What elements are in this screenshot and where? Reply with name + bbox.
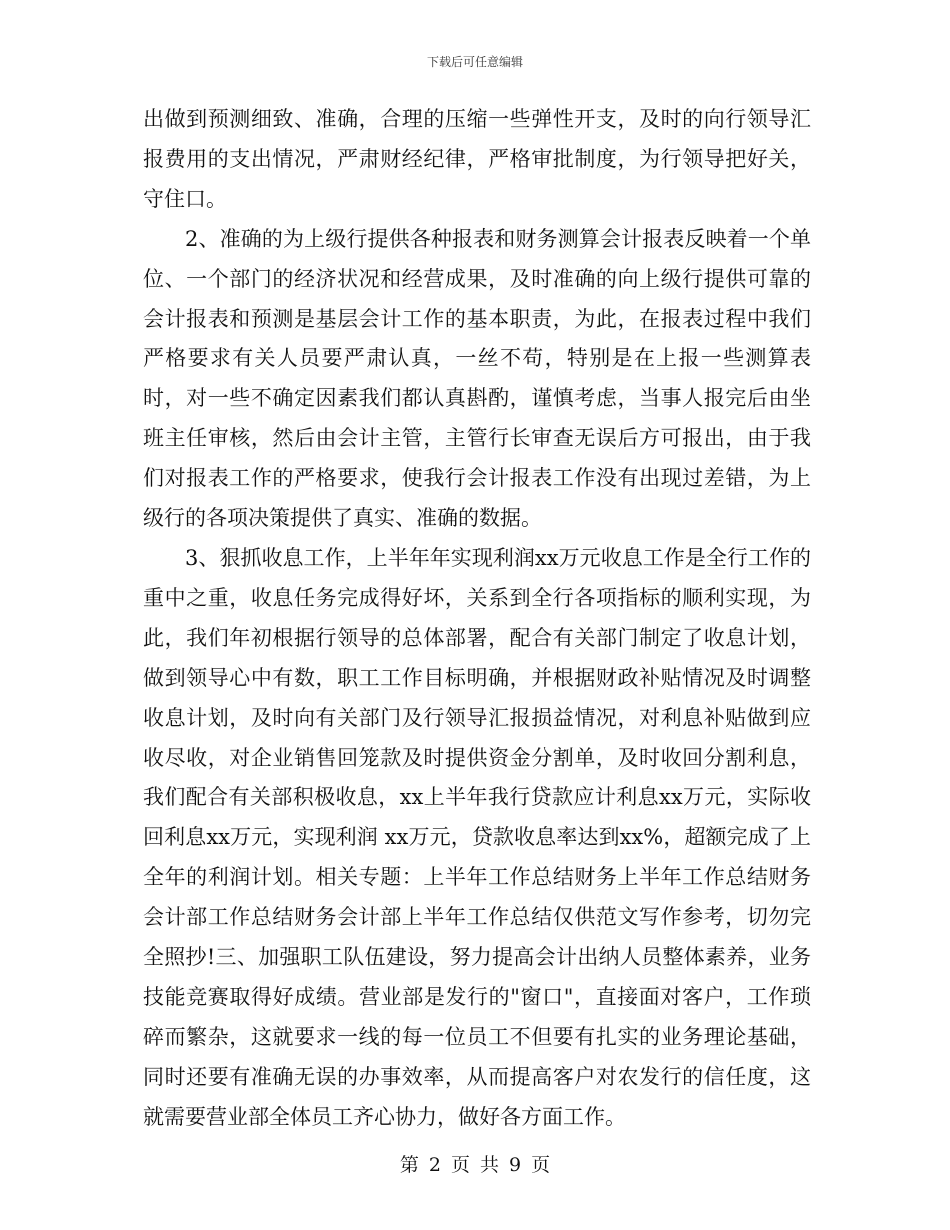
page-header: 下载后可任意编辑 (426, 55, 523, 69)
paragraph: 2、准确的为上级行提供各种报表和财务测算会计报表反映着一个单位、一个部门的经济状况和经营成果，及时准确的向上级行提供可靠的会计报表和预测是基层会计工作的基本职责，为此，在报表过程中我们严格要求有关人员要严肃认真，一丝不苟，特别是在上报一些测算表时，对一些不确定因素我们都认真斟酌，谨慎考虑，当事人报完后由坐班主任审核，然后由会计主管，主管行长审查无误后方可报出，由于我们对报表工作的严格要求，使我行会计报表工作没有出现过差错，为上级行的各项决策提供了真实、准确的数据。 (143, 226, 811, 531)
document-body (143, 100, 811, 1138)
page-number-footer: 第 2 页 共 9 页 (399, 1154, 551, 1176)
paragraph: 3、狠抓收息工作，上半年年实现利润xx万元收息工作是全行工作的重中之重，收息任务完成得好坏，关系到全行各项指标的顺利实现，为此，我们年初根据行领导的总体部署，配合有关部门制定了收息计划，做到领导心中有数，职工工作目标明确，并根据财政补贴情况及时调整收息计划，及时向有关部门及行领导汇报损益情况，对利息补贴做到应收尽收，对企业销售回笼款及时提供资金分割单，及时收回分割利息，我们配合有关部积极收息，xx上半年我行贷款应计利息xx万元，实际收回利息xx万元，实现利润 xx万元，贷款收息率达到xx%，超额完成了上全年的利润计划。相关专题：上半年工作总结财务上半年工作总结财务会计部工作总结财务会计部上半年工作总结仅供范文写作参考，切勿完全照抄!三、加强职工队伍建设，努力提高会计出纳人员整体素养，业务技能竞赛取得好成绩。营业部是发行的"窗口"，直接面对客户，工作琐碎而繁杂，这就要求一线的每一位员工不但要有扎实的业务理论基础，同时还要有准确无误的办事效率，从而提高客户对农发行的信任度，这就需要营业部全体员工齐心协力，做好各方面工作。 (143, 545, 811, 1129)
paragraph: 出做到预测细致、准确，合理的压缩一些弹性开支，及时的向行领导汇报费用的支出情况，严肃财经纪律，严格审批制度，为行领导把好关，守住口。 (143, 107, 811, 211)
